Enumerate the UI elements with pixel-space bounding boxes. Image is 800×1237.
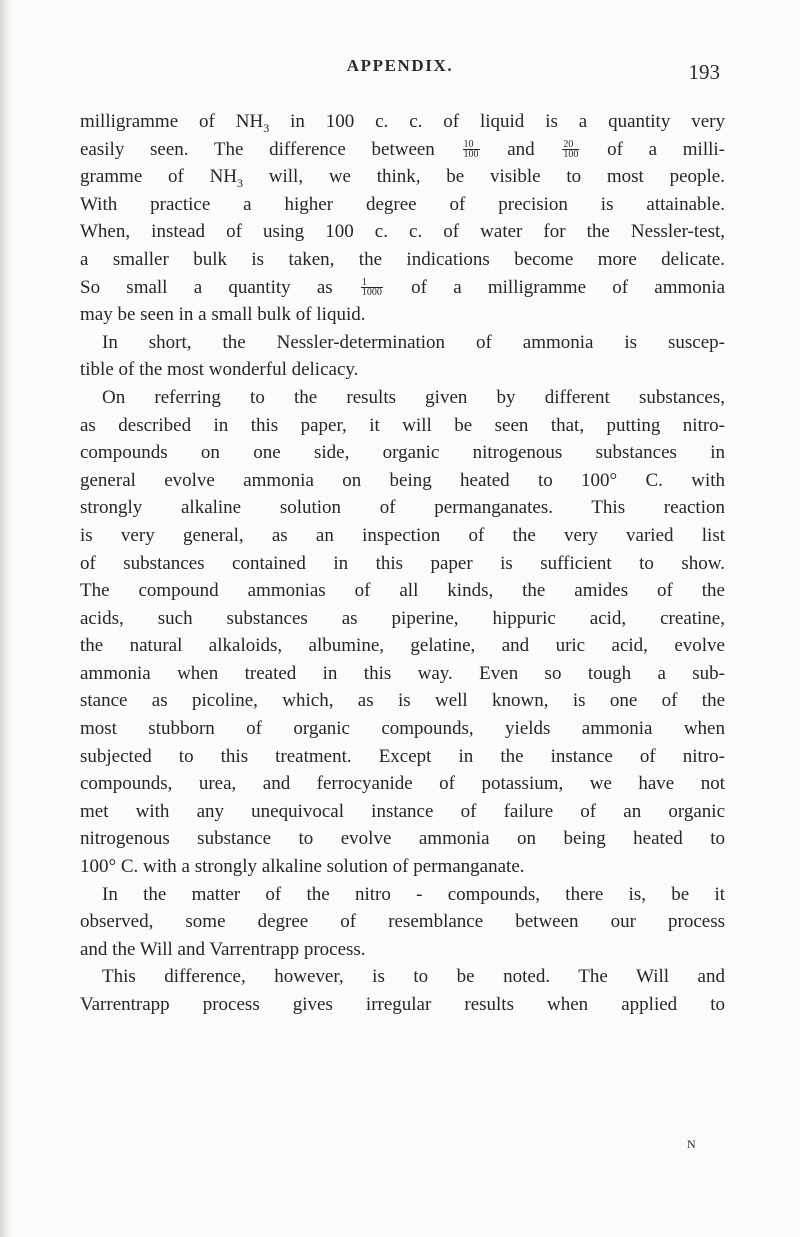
text-line: the natural alkaloids, albumine, gelatine, and uric acid, evolve — [80, 635, 725, 657]
text-line: In the matter of the nitro - compounds, there is, be it — [102, 883, 725, 905]
text-line: milligramme of $NH_3$ in 100 c. c. of liquid is a quantity very — [80, 111, 725, 135]
text-line: acids, such substances as piperine, hippuric acid, creatine, — [80, 607, 725, 629]
text-line: a smaller bulk is taken, the indications become more delicate. — [80, 248, 725, 270]
text-line: The compound ammonias of all kinds, the amides of the — [80, 580, 725, 602]
text-line: When, instead of using 100 c. c. of water for the Nessler-test, — [80, 221, 725, 243]
page-number: 193 — [688, 60, 720, 84]
text-line: nitrogenous substance to evolve ammonia on being heated to — [80, 828, 725, 850]
running-head — [80, 56, 720, 86]
text-line: met with any unequivocal instance of failure of an organic — [80, 800, 725, 822]
text-line: subjected to this treatment. Except in the instance of nitro- — [80, 745, 725, 767]
text-line: general evolve ammonia on being heated to 100° C. with — [80, 469, 725, 491]
fraction: $\frac{1}{1000}$ — [361, 276, 382, 298]
signature-mark: N — [687, 1137, 697, 1151]
text-line: So small a quantity as $\frac{1}{1000}$ of a milligramme of ammonia — [80, 276, 726, 298]
header-title: APPENDIX. — [346, 56, 454, 75]
text-line: strongly alkaline solution of permanganates. This reaction — [80, 497, 725, 519]
text-line: On referring to the results given by different substances, — [102, 386, 725, 408]
text-line: easily seen. The difference between $\frac{10}{100}$ and $\frac{20}{100}$ of a milli- — [80, 138, 726, 160]
text-line: This difference, however, is to be noted. The Will and — [102, 966, 725, 988]
text-line: In short, the Nessler-determination of ammonia is suscep- — [102, 331, 725, 353]
text-line: of substances contained in this paper is sufficient to show. — [80, 552, 725, 574]
text-line: and the Will and Varrentrapp process. — [80, 938, 366, 960]
text-line: Varrentrapp process gives irregular results when applied to — [80, 994, 725, 1015]
body-text — [80, 108, 725, 1019]
fraction: $\frac{20}{100}$ — [563, 138, 579, 160]
text-line: stance as picoline, which, as is well known, is one of the — [80, 690, 725, 712]
fraction: $\frac{10}{100}$ — [463, 138, 479, 160]
text-line: as described in this paper, it will be seen that, putting nitro- — [80, 414, 725, 436]
text-line: observed, some degree of resemblance between our process — [80, 911, 725, 933]
text-line: tible of the most wonderful delicacy. — [80, 359, 359, 381]
text-line: is very general, as an inspection of the very varied list — [80, 524, 725, 546]
text-line: ammonia when treated in this way. Even so tough a sub- — [80, 662, 725, 684]
text-line: compounds on one side, organic nitrogenous substances in — [80, 442, 725, 464]
text-line: may be seen in a small bulk of liquid. — [80, 304, 366, 326]
spine-shadow — [0, 0, 12, 1237]
text-line: compounds, urea, and ferrocyanide of potassium, we have not — [80, 773, 725, 795]
text-line: most stubborn of organic compounds, yields ammonia when — [80, 718, 725, 740]
text-line: 100° C. with a strongly alkaline solution of permanganate. — [80, 856, 525, 878]
text-line: With practice a higher degree of precision is attainable. — [80, 193, 725, 215]
text-line: gramme of $NH_3$ will, we think, be visible to most people. — [80, 166, 725, 190]
